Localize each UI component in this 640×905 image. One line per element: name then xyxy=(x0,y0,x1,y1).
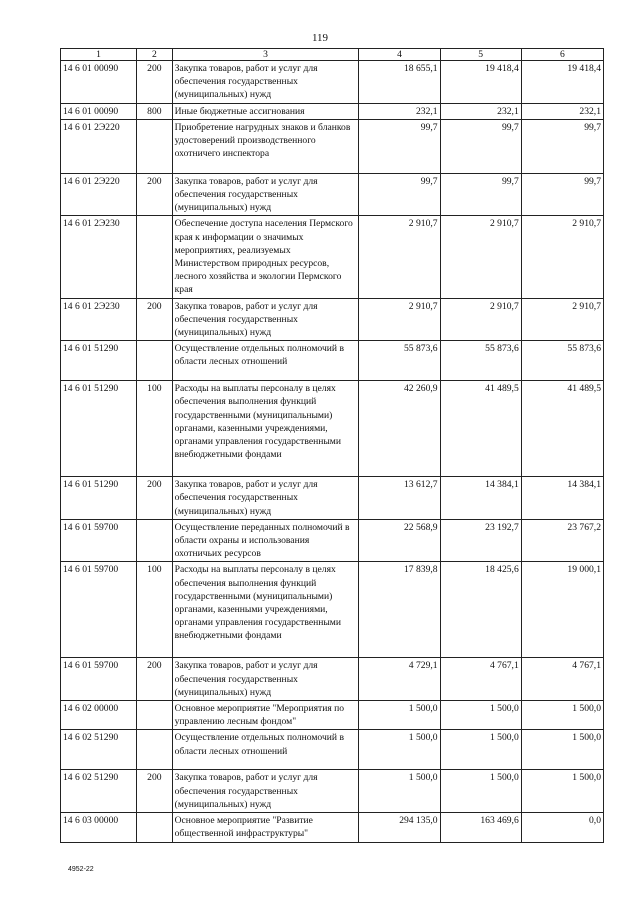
amount-col4-cell: 99,7 xyxy=(359,119,440,173)
amount-col5-cell: 232,1 xyxy=(440,103,521,119)
expense-type-cell xyxy=(137,813,173,842)
expense-type-cell: 200 xyxy=(137,658,173,701)
amount-col4-cell: 1 500,0 xyxy=(359,770,440,813)
budget-code-cell: 14 6 02 00000 xyxy=(61,701,137,730)
item-name-cell: Закупка товаров, работ и услуг для обеспечения государственных (муниципальных) нужд xyxy=(172,173,359,216)
budget-code-cell: 14 6 01 59700 xyxy=(61,658,137,701)
amount-col4-cell: 1 500,0 xyxy=(359,730,440,770)
item-name-cell: Основное мероприятие "Развитие общественной инфраструктуры" xyxy=(172,813,359,842)
amount-col5-cell: 99,7 xyxy=(440,173,521,216)
amount-col6-cell: 1 500,0 xyxy=(521,770,603,813)
amount-col6-cell: 14 384,1 xyxy=(521,477,603,520)
budget-code-cell: 14 6 01 51290 xyxy=(61,477,137,520)
amount-col5-cell: 4 767,1 xyxy=(440,658,521,701)
table-row xyxy=(61,173,604,216)
expense-type-cell: 200 xyxy=(137,61,173,104)
budget-code-cell: 14 6 01 59700 xyxy=(61,519,137,562)
table-row xyxy=(61,216,604,298)
item-name-cell: Осуществление отдельных полномочий в области лесных отношений xyxy=(172,341,359,381)
expense-type-cell: 100 xyxy=(137,562,173,658)
amount-col5-cell: 55 873,6 xyxy=(440,341,521,381)
amount-col6-cell: 1 500,0 xyxy=(521,730,603,770)
table-row xyxy=(61,61,604,104)
table-row xyxy=(61,562,604,658)
item-name-cell: Закупка товаров, работ и услуг для обеспечения государственных (муниципальных) нужд xyxy=(172,61,359,104)
amount-col6-cell: 23 767,2 xyxy=(521,519,603,562)
budget-code-cell: 14 6 01 2Э230 xyxy=(61,298,137,341)
item-name-cell: Обеспечение доступа населения Пермского края к информации о значимых мероприятиях, реализуемых Министерством природных ресурсов, лесного хозяйства и экологии Пермского края xyxy=(172,216,359,298)
item-name-cell: Расходы на выплаты персоналу в целях обеспечения выполнения функций государственными (муниципальными) органами, казенными учреждениями, органами управления государственными внебюджетными фондами xyxy=(172,381,359,477)
budget-code-cell: 14 6 01 2Э220 xyxy=(61,119,137,173)
table-row xyxy=(61,658,604,701)
item-name-cell: Осуществление переданных полномочий в области охраны и использования охотничьих ресурсов xyxy=(172,519,359,562)
column-header-2: 2 xyxy=(137,49,173,61)
budget-code-cell: 14 6 01 59700 xyxy=(61,562,137,658)
table-header-row xyxy=(61,49,604,61)
expense-type-cell xyxy=(137,341,173,381)
budget-code-cell: 14 6 01 2Э230 xyxy=(61,216,137,298)
column-header-5: 5 xyxy=(440,49,521,61)
amount-col6-cell: 0,0 xyxy=(521,813,603,842)
amount-col6-cell: 232,1 xyxy=(521,103,603,119)
amount-col5-cell: 163 469,6 xyxy=(440,813,521,842)
amount-col6-cell: 2 910,7 xyxy=(521,216,603,298)
amount-col6-cell: 19 000,1 xyxy=(521,562,603,658)
budget-code-cell: 14 6 03 00000 xyxy=(61,813,137,842)
expense-type-cell: 100 xyxy=(137,381,173,477)
budget-code-cell: 14 6 01 51290 xyxy=(61,381,137,477)
budget-code-cell: 14 6 01 00090 xyxy=(61,61,137,104)
amount-col5-cell: 1 500,0 xyxy=(440,730,521,770)
item-name-cell: Иные бюджетные ассигнования xyxy=(172,103,359,119)
amount-col5-cell: 18 425,6 xyxy=(440,562,521,658)
amount-col4-cell: 99,7 xyxy=(359,173,440,216)
item-name-cell: Приобретение нагрудных знаков и бланков удостоверений производственного охотничего инспектора xyxy=(172,119,359,173)
table-row xyxy=(61,119,604,173)
amount-col5-cell: 1 500,0 xyxy=(440,770,521,813)
expense-type-cell xyxy=(137,701,173,730)
amount-col4-cell: 1 500,0 xyxy=(359,701,440,730)
page-number: 119 xyxy=(311,32,329,44)
amount-col5-cell: 19 418,4 xyxy=(440,61,521,104)
budget-code-cell: 14 6 02 51290 xyxy=(61,770,137,813)
amount-col5-cell: 41 489,5 xyxy=(440,381,521,477)
table-row xyxy=(61,381,604,477)
expense-type-cell: 200 xyxy=(137,173,173,216)
item-name-cell: Закупка товаров, работ и услуг для обеспечения государственных (муниципальных) нужд xyxy=(172,658,359,701)
expense-type-cell: 200 xyxy=(137,477,173,520)
table-row xyxy=(61,770,604,813)
expense-type-cell: 200 xyxy=(137,298,173,341)
table-row xyxy=(61,477,604,520)
amount-col4-cell: 2 910,7 xyxy=(359,298,440,341)
item-name-cell: Расходы на выплаты персоналу в целях обеспечения выполнения функций государственными (муниципальными) органами, казенными учреждениями, органами управления государственными внебюджетными фондами xyxy=(172,562,359,658)
amount-col5-cell: 2 910,7 xyxy=(440,216,521,298)
column-header-6: 6 xyxy=(521,49,603,61)
column-header-4: 4 xyxy=(359,49,440,61)
amount-col6-cell: 4 767,1 xyxy=(521,658,603,701)
budget-table xyxy=(60,48,604,843)
amount-col6-cell: 2 910,7 xyxy=(521,298,603,341)
table-body xyxy=(61,61,604,843)
table-row xyxy=(61,701,604,730)
table-row xyxy=(61,519,604,562)
amount-col5-cell: 14 384,1 xyxy=(440,477,521,520)
expense-type-cell: 200 xyxy=(137,770,173,813)
amount-col6-cell: 19 418,4 xyxy=(521,61,603,104)
amount-col4-cell: 232,1 xyxy=(359,103,440,119)
amount-col4-cell: 22 568,9 xyxy=(359,519,440,562)
expense-type-cell xyxy=(137,216,173,298)
expense-type-cell xyxy=(137,730,173,770)
item-name-cell: Закупка товаров, работ и услуг для обеспечения государственных (муниципальных) нужд xyxy=(172,477,359,520)
budget-code-cell: 14 6 01 2Э220 xyxy=(61,173,137,216)
amount-col4-cell: 13 612,7 xyxy=(359,477,440,520)
item-name-cell: Осуществление отдельных полномочий в области лесных отношений xyxy=(172,730,359,770)
table-row xyxy=(61,341,604,381)
amount-col4-cell: 42 260,9 xyxy=(359,381,440,477)
budget-code-cell: 14 6 02 51290 xyxy=(61,730,137,770)
table-row xyxy=(61,103,604,119)
item-name-cell: Закупка товаров, работ и услуг для обеспечения государственных (муниципальных) нужд xyxy=(172,770,359,813)
expense-type-cell xyxy=(137,519,173,562)
amount-col4-cell: 18 655,1 xyxy=(359,61,440,104)
amount-col4-cell: 17 839,8 xyxy=(359,562,440,658)
table-row xyxy=(61,730,604,770)
table-row xyxy=(61,813,604,842)
item-name-cell: Основное мероприятие "Мероприятия по управлению лесным фондом" xyxy=(172,701,359,730)
column-header-1: 1 xyxy=(61,49,137,61)
amount-col6-cell: 41 489,5 xyxy=(521,381,603,477)
amount-col5-cell: 99,7 xyxy=(440,119,521,173)
amount-col5-cell: 2 910,7 xyxy=(440,298,521,341)
document-code: 4952-22 xyxy=(68,866,94,873)
expense-type-cell xyxy=(137,119,173,173)
table-row xyxy=(61,298,604,341)
amount-col4-cell: 2 910,7 xyxy=(359,216,440,298)
budget-code-cell: 14 6 01 51290 xyxy=(61,341,137,381)
expense-type-cell: 800 xyxy=(137,103,173,119)
amount-col6-cell: 55 873,6 xyxy=(521,341,603,381)
amount-col6-cell: 1 500,0 xyxy=(521,701,603,730)
amount-col4-cell: 294 135,0 xyxy=(359,813,440,842)
column-header-3: 3 xyxy=(172,49,359,61)
amount-col6-cell: 99,7 xyxy=(521,173,603,216)
amount-col5-cell: 1 500,0 xyxy=(440,701,521,730)
amount-col6-cell: 99,7 xyxy=(521,119,603,173)
amount-col4-cell: 55 873,6 xyxy=(359,341,440,381)
amount-col5-cell: 23 192,7 xyxy=(440,519,521,562)
amount-col4-cell: 4 729,1 xyxy=(359,658,440,701)
item-name-cell: Закупка товаров, работ и услуг для обеспечения государственных (муниципальных) нужд xyxy=(172,298,359,341)
budget-code-cell: 14 6 01 00090 xyxy=(61,103,137,119)
